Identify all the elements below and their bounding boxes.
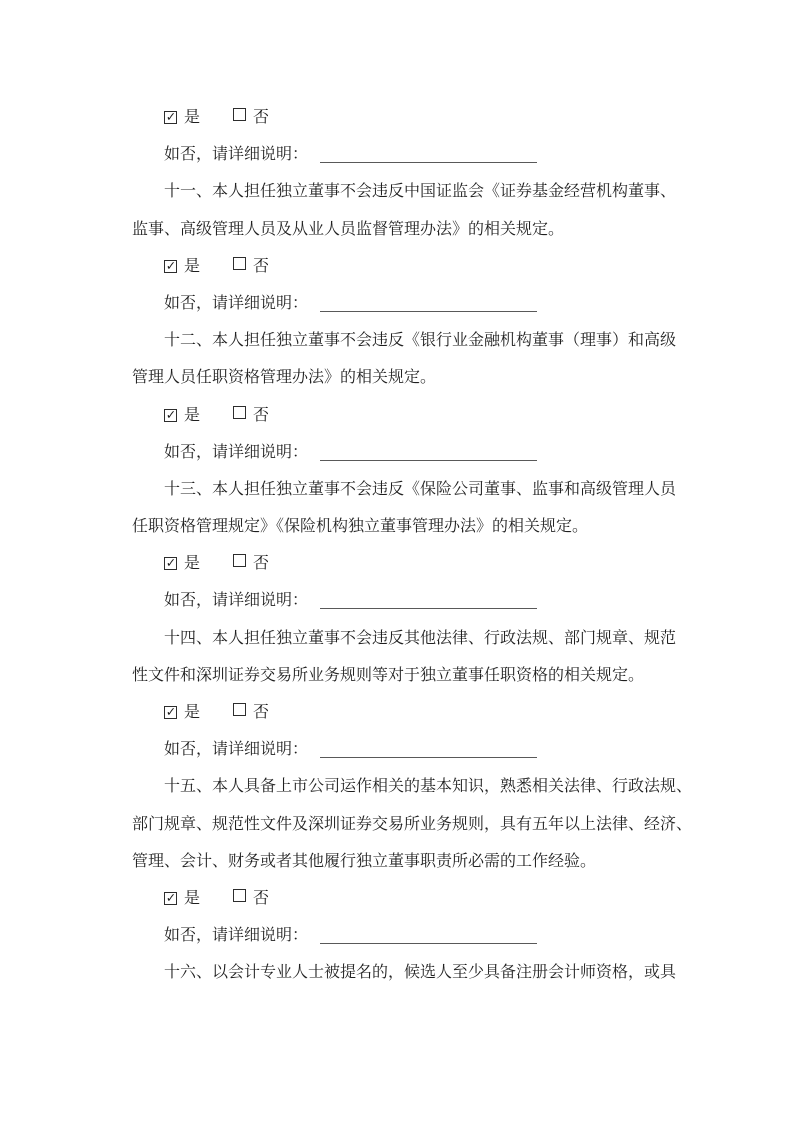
no-label: 否	[253, 109, 270, 126]
item-13-explanation-blank[interactable]	[320, 594, 537, 609]
item-12-checkbox-no[interactable]	[233, 406, 246, 419]
no-label: 否	[253, 555, 270, 573]
item-15-text-line-2: 部门规章、规范性文件及深圳证券交易所业务规则，具有五年以上法律、经济、	[132, 815, 693, 833]
item-11-explanation-blank[interactable]	[320, 297, 537, 312]
item-11-checkbox-no[interactable]	[233, 257, 246, 270]
item-15-explain-row	[132, 917, 693, 954]
item-15-explanation-blank[interactable]	[320, 929, 537, 944]
item-12-explanation-blank[interactable]	[320, 446, 537, 461]
explain-label: 如否，请详细说明：	[164, 294, 309, 312]
document-page	[132, 99, 693, 992]
item-14-checkbox-no[interactable]	[233, 703, 246, 716]
yes-label: 是	[184, 109, 201, 126]
explain-label: 如否，请详细说明：	[164, 146, 309, 164]
item-12-text-line-1: 十二、本人担任独立董事不会违反《银行业金融机构董事（理事）和高级	[164, 332, 677, 350]
item-11-answer-row	[132, 248, 693, 285]
item-13-text-line-1: 十三、本人担任独立董事不会违反《保险公司董事、监事和高级管理人员	[164, 480, 677, 498]
no-label: 否	[253, 406, 270, 424]
item-13-explain-row	[132, 582, 693, 619]
yes-label: 是	[184, 889, 201, 907]
item-15-checkbox-yes[interactable]	[164, 889, 177, 905]
check-icon: ✓	[165, 704, 177, 719]
check-icon: ✓	[165, 257, 177, 273]
item-14-explain-row	[132, 731, 693, 768]
check-icon: ✓	[165, 889, 177, 905]
item-11-explain-row	[132, 285, 693, 322]
item-12-text-line-2: 管理人员任职资格管理办法》的相关规定。	[132, 369, 437, 387]
item-14-answer-row	[132, 694, 693, 731]
item-15-text-line-3: 管理、会计、财务或者其他履行独立董事职责所必需的工作经验。	[132, 852, 597, 870]
item-11-text-line-1: 十一、本人担任独立董事不会违反中国证监会《证券基金经营机构董事、	[164, 183, 677, 201]
item-14-explanation-blank[interactable]	[320, 743, 537, 758]
explain-label: 如否，请详细说明：	[164, 741, 309, 759]
no-label: 否	[253, 257, 270, 275]
item-15-answer-row	[132, 880, 693, 917]
item-16-text-line-1: 十六、以会计专业人士被提名的，候选人至少具备注册会计师资格，或具	[164, 964, 677, 982]
no-label: 否	[253, 889, 270, 907]
item-14-text-line-1: 十四、本人担任独立董事不会违反其他法律、行政法规、部门规章、规范	[164, 629, 677, 647]
yes-label: 是	[184, 257, 201, 275]
no-label: 否	[253, 704, 270, 721]
yes-label: 是	[184, 406, 201, 424]
explain-label: 如否，请详细说明：	[164, 927, 309, 945]
item-10-answer-row	[132, 99, 693, 136]
item-12-answer-row	[132, 397, 693, 434]
item-14-text-line-2: 性文件和深圳证券交易所业务规则等对于独立董事任职资格的相关规定。	[132, 666, 645, 684]
item-13-text-line-2: 任职资格管理规定》《保险机构独立董事管理办法》的相关规定。	[132, 518, 589, 536]
item-15-text-line-1: 十五、本人具备上市公司运作相关的基本知识，熟悉相关法律、行政法规、	[164, 778, 693, 796]
item-10-explain-row	[132, 136, 693, 173]
item-12-checkbox-yes[interactable]	[164, 406, 177, 422]
item-15-checkbox-no[interactable]	[233, 889, 246, 902]
item-11-checkbox-yes[interactable]	[164, 257, 177, 273]
item-11-text-line-2: 监事、高级管理人员及从业人员监督管理办法》的相关规定。	[132, 220, 565, 238]
item-13-checkbox-no[interactable]	[233, 554, 246, 567]
item-12-explain-row	[132, 434, 693, 471]
item-10-checkbox-no[interactable]	[233, 108, 246, 121]
explain-label: 如否，请详细说明：	[164, 443, 309, 461]
item-10-explanation-blank[interactable]	[320, 148, 537, 163]
check-icon: ✓	[165, 406, 177, 422]
item-10-checkbox-yes[interactable]	[164, 111, 177, 124]
explain-label: 如否，请详细说明：	[164, 592, 309, 610]
item-13-checkbox-yes[interactable]	[164, 557, 177, 570]
item-14-checkbox-yes[interactable]	[164, 706, 177, 719]
yes-label: 是	[184, 555, 201, 573]
item-13-answer-row	[132, 545, 693, 582]
yes-label: 是	[184, 704, 201, 721]
check-icon: ✓	[165, 555, 177, 571]
check-icon: ✓	[165, 109, 177, 124]
